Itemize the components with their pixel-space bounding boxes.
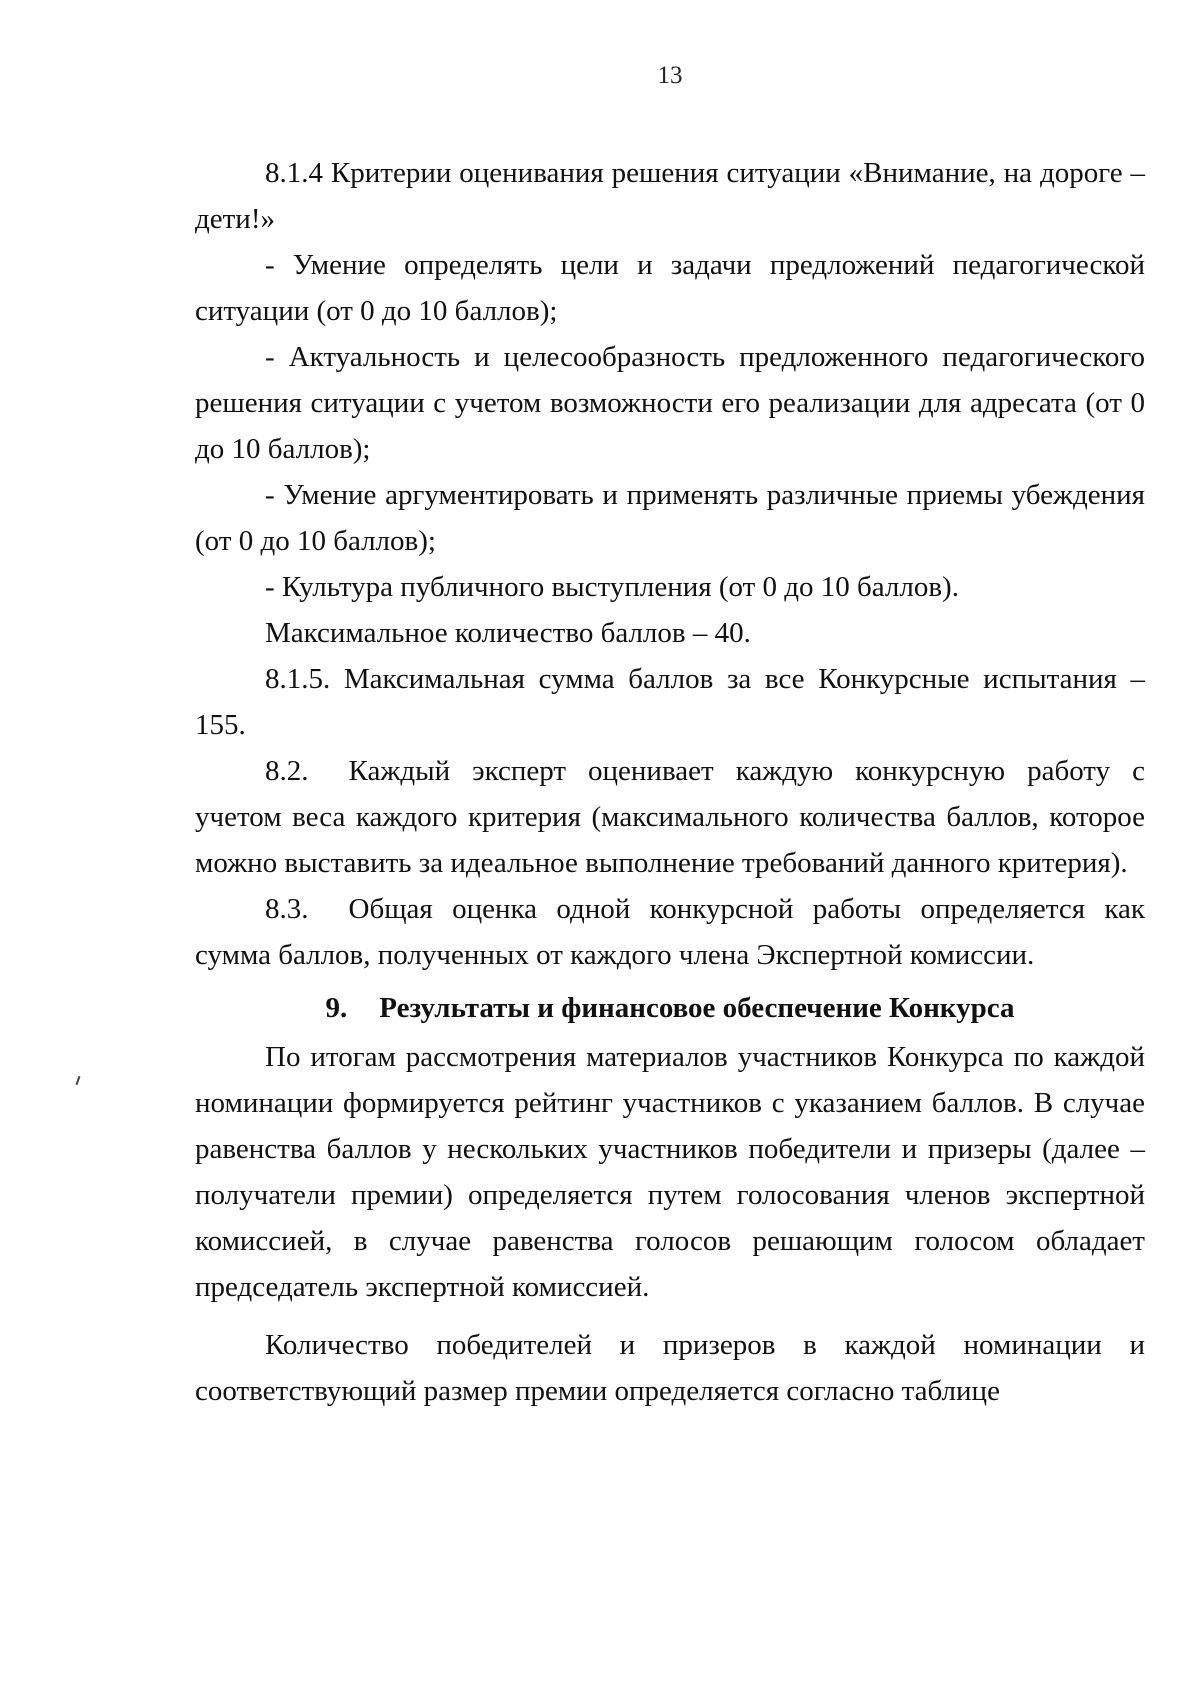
results-paragraph: По итогам рассмотрения материалов участников Конкурса по каждой номинации формируется рейтинг участников с указанием баллов. В случае равенства баллов у нескольких участников победители и призеры (далее – получатели премии) определяется путем голосования членов экспертной комиссией, в случае равенства голосов решающим голосом обладает председатель экспертной комиссией. [195,1041,1145,1303]
criterion-goals: - Умение определять цели и задачи предложений педагогической ситуации (от 0 до 10 баллов); [195,249,1145,327]
section-8-body [195,150,1145,978]
criterion-relevance: - Актуальность и целесообразность предложенного педагогического решения ситуации с учетом возможности его реализации для адресата (от 0 до 10 баллов); [195,341,1145,465]
paragraph-8-2 [195,748,1145,886]
section-9-title: Результаты и финансовое обеспечение Конкурса [379,992,1015,1024]
paragraph-8-3-text: Общая оценка одной конкурсной работы определяется как сумма баллов, полученных от каждого члена Экспертной комиссии. [195,893,1145,971]
paragraph-8-3 [195,886,1145,978]
section-9-body [195,1034,1145,1414]
winners-count-paragraph: Количество победителей и призеров в каждой номинации и соответствующий размер премии определяется согласно таблице [195,1329,1145,1407]
section-9-number: 9. [325,992,348,1024]
margin-mark [76,1076,81,1085]
section-9-heading [195,985,1145,1031]
page-number: 13 [657,62,683,89]
paragraph-8-3-number: 8.3. [265,893,309,925]
paragraph-8-2-text: Каждый эксперт оценивает каждую конкурсную работу с учетом веса каждого критерия (максимального количества баллов, которое можно выставить за идеальное выполнение требований данного критерия). [195,755,1145,879]
paragraph-8-1-5: 8.1.5. Максимальная сумма баллов за все Конкурсные испытания – 155. [195,663,1145,741]
paragraph-8-1-4: 8.1.4 Критерии оценивания решения ситуации «Внимание, на дороге – дети!» [195,157,1145,235]
paragraph-8-2-number: 8.2. [265,755,309,787]
criterion-argumentation: - Умение аргументировать и применять различные приемы убеждения (от 0 до 10 баллов); [195,479,1145,557]
max-score-criterion: Максимальное количество баллов – 40. [265,617,751,649]
criterion-public-speaking: - Культура публичного выступления (от 0 до 10 баллов). [265,571,959,603]
